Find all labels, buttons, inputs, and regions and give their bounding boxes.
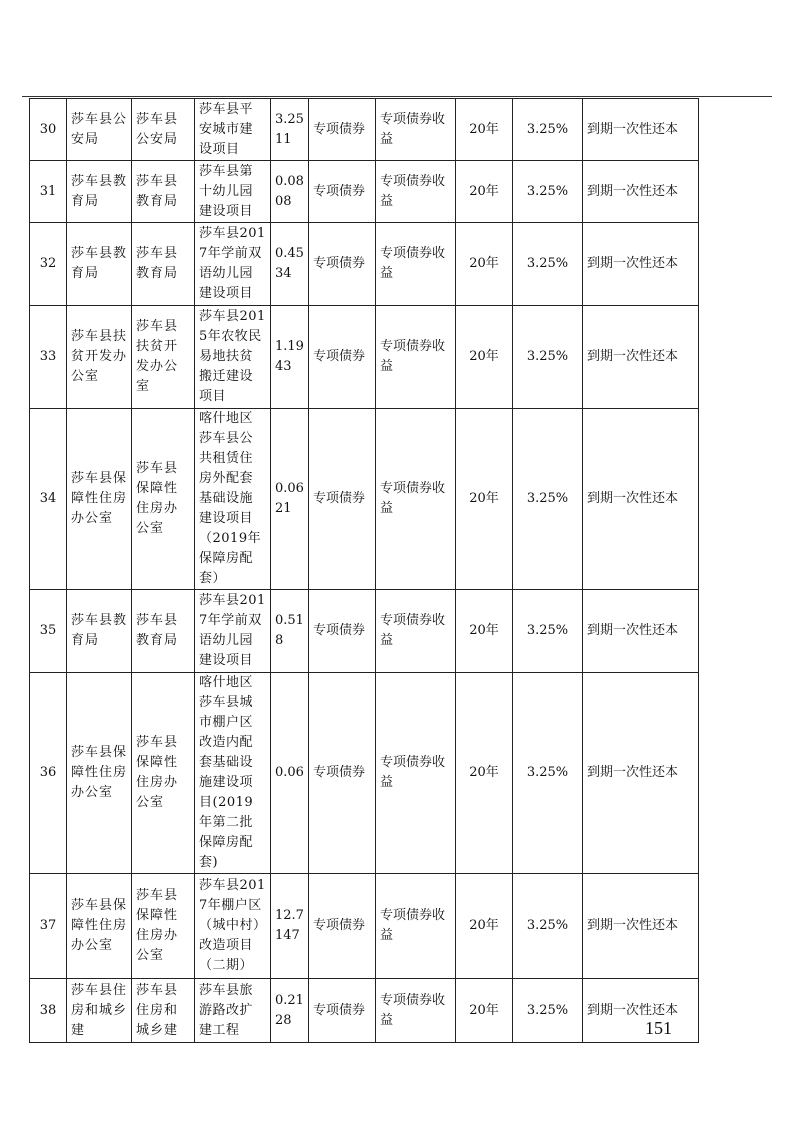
rate-cell: 3.25%: [513, 979, 583, 1043]
repayment-method-cell: 到期一次性还本: [583, 874, 699, 979]
term-cell: 20年: [456, 979, 513, 1043]
repayment-source-cell: 专项债券收益: [376, 409, 456, 590]
amount-cell: 0.518: [271, 590, 309, 673]
repayment-method-cell: 到期一次性还本: [583, 979, 699, 1043]
rate-cell: 3.25%: [513, 409, 583, 590]
term-cell: 20年: [456, 409, 513, 590]
amount-cell: 1.1943: [271, 306, 309, 409]
unit-cell: 莎车县教育局: [132, 590, 195, 673]
table-row: [30, 590, 699, 673]
row-number: 33: [30, 306, 67, 409]
bond-project-table: [29, 98, 699, 1043]
table-row: [30, 409, 699, 590]
page-number: 151: [645, 1018, 672, 1038]
project-name-cell: 莎车县旅游路改扩建工程: [195, 979, 271, 1043]
term-cell: 20年: [456, 161, 513, 223]
bond-type-cell: 专项债券: [309, 409, 376, 590]
repayment-source-cell: 专项债券收益: [376, 979, 456, 1043]
row-number: 32: [30, 223, 67, 306]
project-name-cell: 莎车县2017年学前双语幼儿园建设项目: [195, 223, 271, 306]
term-cell: 20年: [456, 99, 513, 161]
project-name-cell: 莎车县平安城市建设项目: [195, 99, 271, 161]
department-cell: 莎车县扶贫开发办公室: [67, 306, 132, 409]
repayment-method-cell: 到期一次性还本: [583, 99, 699, 161]
table-row: [30, 223, 699, 306]
repayment-method-cell: 到期一次性还本: [583, 673, 699, 874]
repayment-source-cell: 专项债券收益: [376, 161, 456, 223]
amount-cell: 12.7147: [271, 874, 309, 979]
repayment-source-cell: 专项债券收益: [376, 590, 456, 673]
unit-cell: 莎车县保障性住房办公室: [132, 874, 195, 979]
term-cell: 20年: [456, 306, 513, 409]
repayment-source-cell: 专项债券收益: [376, 99, 456, 161]
department-cell: 莎车县教育局: [67, 223, 132, 306]
bond-type-cell: 专项债券: [309, 223, 376, 306]
table-row: [30, 161, 699, 223]
term-cell: 20年: [456, 673, 513, 874]
project-name-cell: 莎车县2017年学前双语幼儿园建设项目: [195, 590, 271, 673]
unit-cell: 莎车县教育局: [132, 161, 195, 223]
amount-cell: 0.0808: [271, 161, 309, 223]
amount-cell: 0.4534: [271, 223, 309, 306]
bond-type-cell: 专项债券: [309, 161, 376, 223]
table-row: [30, 673, 699, 874]
unit-cell: 莎车县保障性住房办公室: [132, 673, 195, 874]
repayment-method-cell: 到期一次性还本: [583, 590, 699, 673]
repayment-source-cell: 专项债券收益: [376, 874, 456, 979]
row-number: 37: [30, 874, 67, 979]
rate-cell: 3.25%: [513, 590, 583, 673]
bond-type-cell: 专项债券: [309, 979, 376, 1043]
repayment-method-cell: 到期一次性还本: [583, 409, 699, 590]
repayment-source-cell: 专项债券收益: [376, 673, 456, 874]
department-cell: 莎车县保障性住房办公室: [67, 409, 132, 590]
project-name-cell: 莎车县第十幼儿园建设项目: [195, 161, 271, 223]
row-number: 38: [30, 979, 67, 1043]
unit-cell: 莎车县住房和城乡建: [132, 979, 195, 1043]
row-number: 30: [30, 99, 67, 161]
term-cell: 20年: [456, 874, 513, 979]
amount-cell: 3.2511: [271, 99, 309, 161]
department-cell: 莎车县教育局: [67, 161, 132, 223]
project-name-cell: 莎车县2017年棚户区（城中村）改造项目（二期）: [195, 874, 271, 979]
bond-type-cell: 专项债券: [309, 99, 376, 161]
bond-type-cell: 专项债券: [309, 306, 376, 409]
row-number: 36: [30, 673, 67, 874]
row-number: 35: [30, 590, 67, 673]
unit-cell: 莎车县扶贫开发办公室: [132, 306, 195, 409]
rate-cell: 3.25%: [513, 99, 583, 161]
term-cell: 20年: [456, 590, 513, 673]
department-cell: 莎车县教育局: [67, 590, 132, 673]
bond-type-cell: 专项债券: [309, 673, 376, 874]
repayment-source-cell: 专项债券收益: [376, 223, 456, 306]
department-cell: 莎车县住房和城乡建: [67, 979, 132, 1043]
bond-type-cell: 专项债券: [309, 874, 376, 979]
page-top-rule: [22, 96, 772, 97]
table-row: [30, 979, 699, 1043]
project-name-cell: 莎车县2015年农牧民易地扶贫搬迁建设项目: [195, 306, 271, 409]
amount-cell: 0.2128: [271, 979, 309, 1043]
department-cell: 莎车县保障性住房办公室: [67, 673, 132, 874]
department-cell: 莎车县公安局: [67, 99, 132, 161]
repayment-method-cell: 到期一次性还本: [583, 161, 699, 223]
project-name-cell: 喀什地区莎车县城市棚户区改造内配套基础设施建设项目(2019年第二批保障房配套): [195, 673, 271, 874]
rate-cell: 3.25%: [513, 223, 583, 306]
unit-cell: 莎车县保障性住房办公室: [132, 409, 195, 590]
row-number: 34: [30, 409, 67, 590]
repayment-source-cell: 专项债券收益: [376, 306, 456, 409]
amount-cell: 0.0621: [271, 409, 309, 590]
unit-cell: 莎车县公安局: [132, 99, 195, 161]
department-cell: 莎车县保障性住房办公室: [67, 874, 132, 979]
rate-cell: 3.25%: [513, 306, 583, 409]
term-cell: 20年: [456, 223, 513, 306]
unit-cell: 莎车县教育局: [132, 223, 195, 306]
table-row: [30, 306, 699, 409]
repayment-method-cell: 到期一次性还本: [583, 223, 699, 306]
repayment-method-cell: 到期一次性还本: [583, 306, 699, 409]
rate-cell: 3.25%: [513, 161, 583, 223]
table-row: [30, 874, 699, 979]
bond-type-cell: 专项债券: [309, 590, 376, 673]
project-name-cell: 喀什地区莎车县公共租赁住房外配套基础设施建设项目（2019年保障房配套）: [195, 409, 271, 590]
rate-cell: 3.25%: [513, 874, 583, 979]
rate-cell: 3.25%: [513, 673, 583, 874]
table-row: [30, 99, 699, 161]
amount-cell: 0.06: [271, 673, 309, 874]
row-number: 31: [30, 161, 67, 223]
